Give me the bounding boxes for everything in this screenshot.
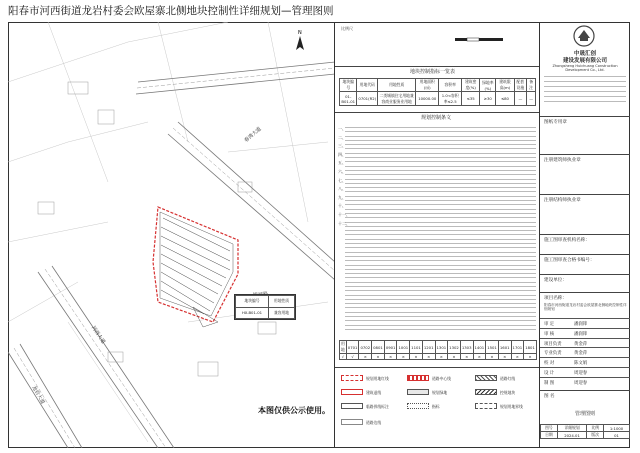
meta-cell: 2024.01: [557, 432, 587, 439]
seal-label: 图纸专用章: [544, 120, 567, 125]
signer-name: 黄金萍: [574, 351, 588, 357]
legend: [335, 367, 540, 448]
indicator-header: 容积率: [439, 79, 462, 92]
divider: [335, 66, 539, 67]
divider: [540, 234, 630, 235]
compat-cell: ×: [435, 354, 448, 360]
signature-row: [540, 328, 630, 338]
indicator-table: [339, 78, 536, 106]
meta-cell: 1:1000: [604, 425, 630, 432]
notes-title: 规划控制条文: [421, 115, 452, 121]
compat-header: 1302: [448, 341, 461, 354]
compat-cell: ×: [524, 354, 537, 360]
drawing-name-label: 图 名: [544, 394, 555, 399]
compat-cell: ×: [473, 354, 486, 360]
compat-header: 1801: [524, 341, 537, 354]
legend-swatch: [475, 389, 497, 395]
road-label-4: 龙岩大道: [30, 384, 46, 406]
title-block: [540, 22, 630, 448]
notes-numbers: [338, 125, 350, 228]
compatibility-table: [339, 340, 536, 360]
signer-name: 陈文娟: [574, 361, 588, 367]
meta-cell: 比例: [587, 425, 604, 432]
divider: [540, 292, 630, 293]
role-label: 校 对: [544, 361, 555, 367]
drawing-meta-table: [540, 424, 630, 439]
compat-cell: ×: [486, 354, 499, 360]
compat-header: 1001: [397, 341, 410, 354]
compat-header: 0901: [384, 341, 397, 354]
note-number: 五、: [338, 160, 346, 166]
legend-swatch: [475, 375, 497, 381]
legend-label: 规划绿地: [432, 390, 448, 395]
legend-label: 建筑退线: [366, 390, 382, 395]
legend-swatch: [407, 375, 429, 381]
compat-cell: ×: [511, 354, 524, 360]
compat-cell: ×: [384, 354, 397, 360]
site-callout-cell: 用地性质: [269, 296, 295, 308]
compat-cell: ×: [359, 354, 372, 360]
compat-cell: ×: [397, 354, 410, 360]
legend-label: 道路中心线: [432, 376, 451, 381]
indicator-cell: ≤35: [462, 92, 480, 106]
compat-header: 1601: [498, 341, 511, 354]
page-title: 阳春市河西街道龙岩村委会欧屋寨北侧地块控制性详细规划—管理图则: [8, 5, 334, 17]
note-number: 七、: [338, 177, 346, 183]
indicator-table-title: 地块控制指标一览表: [410, 69, 456, 75]
divider: [540, 194, 630, 195]
meta-cell: 详细规划: [557, 425, 587, 432]
indicator-cell: ≤80: [496, 92, 514, 106]
role-label: 专业负责: [544, 351, 562, 357]
compat-header: 1701: [511, 341, 524, 354]
note-number: 六、: [338, 168, 346, 174]
indicator-cell: ≥30: [480, 92, 496, 106]
legend-swatch: [341, 389, 363, 395]
signature-row: [540, 367, 630, 377]
compat-cell: ×: [422, 354, 435, 360]
role-label: 设 计: [544, 371, 555, 376]
site-boundary: [153, 207, 238, 322]
legend-swatch: [341, 419, 363, 425]
signer-name: 周迎春: [574, 371, 588, 376]
meta-cell: 图号: [541, 425, 558, 432]
site-callout-cell: 地块编号: [236, 296, 269, 308]
seal-label: 注册建筑师执业章: [544, 158, 581, 163]
project-label: 项目名称：: [544, 296, 567, 301]
indicator-cell: —: [514, 92, 527, 106]
divider: [540, 154, 630, 155]
indicator-header: 备注: [527, 79, 536, 92]
signature-row: [540, 357, 630, 367]
company-logo-icon: [570, 24, 598, 48]
divider: [540, 116, 630, 117]
compat-cell: ×: [410, 354, 423, 360]
note-number: 十、: [338, 203, 346, 209]
role-label: 制 图: [544, 380, 555, 386]
legend-label: 规划用地红线: [366, 376, 389, 381]
divider: [540, 390, 630, 391]
signer-name: 周迎春: [574, 380, 588, 386]
signature-row: [540, 338, 630, 348]
legend-swatch: [341, 403, 363, 409]
meta-cell: 版次: [587, 432, 604, 439]
legend-label: 临路界线标注: [366, 404, 389, 409]
meta-cell: 01: [604, 432, 630, 439]
compat-header: 1501: [486, 341, 499, 354]
legend-swatch: [475, 403, 497, 409]
indicator-header: 建筑密度(%): [462, 79, 480, 92]
review-cert-label: 施工图审查合格书编号：: [544, 258, 595, 263]
client-label: 建设单位：: [544, 278, 567, 283]
road-label-3: 河西大道: [89, 325, 107, 345]
indicator-cell: 1.0<容积率≤2.5: [439, 92, 462, 106]
indicator-cell: 10000.00: [416, 92, 439, 106]
indicator-header: 地块编号: [340, 79, 357, 92]
indicator-cell: 01-B01-01: [341, 93, 356, 104]
note-number: 十一、: [338, 211, 350, 217]
legend-label: 指标: [432, 404, 440, 409]
compat-header: 1401: [473, 341, 486, 354]
compat-header: 1301: [435, 341, 448, 354]
compat-header: 1303: [460, 341, 473, 354]
legend-swatch: [341, 375, 363, 381]
project-name: 阳春市河西街道龙岩村委会欧屋寨北侧地块控制性详细规划: [544, 303, 627, 312]
notes-body: [335, 125, 540, 331]
map-area: [8, 22, 335, 448]
indicator-cell: 0701(R2): [357, 92, 378, 106]
signer-name: 潘润锋: [574, 322, 588, 327]
role-label: 审 定: [544, 322, 555, 327]
legend-swatch: [407, 389, 429, 395]
drawing-name: 管理图则: [574, 411, 595, 417]
company-english-name: Zhongsheng Huichuang Construction Development Co., Ltd.: [552, 64, 618, 72]
indicator-header: 建筑限高(m): [496, 79, 514, 92]
indicator-header: 配套设施: [514, 79, 527, 92]
planning-map: [8, 22, 335, 448]
signature-row: [540, 347, 630, 357]
site-callout: [234, 294, 296, 320]
legend-label: 道路边线: [366, 420, 382, 425]
indicator-header: 用地代码: [357, 79, 378, 92]
signer-name: 黄金萍: [574, 341, 588, 347]
compat-header: 0801: [372, 341, 385, 354]
scale-label: 比例尺: [341, 26, 353, 31]
indicator-header: 用地面积(㎡): [416, 79, 439, 92]
north-arrow-icon: [296, 30, 304, 50]
compat-cell: √: [346, 354, 359, 360]
road-label-1: 春湾大道: [243, 126, 263, 144]
svg-text:N: N: [298, 30, 302, 36]
notice-text: 本图仅供公示使用。: [258, 406, 330, 415]
indicator-header: 绿地率(%): [480, 79, 496, 92]
note-number: 四、: [338, 151, 346, 157]
review-org-label: 施工图审查机构名称：: [544, 238, 590, 243]
compat-header: 1201: [422, 341, 435, 354]
note-number: 三、: [338, 143, 346, 149]
role-label: 审 核: [544, 331, 555, 337]
divider: [540, 274, 630, 275]
compat-header: 0702: [359, 341, 372, 354]
site-callout-cell: HX-B01-01: [236, 307, 269, 319]
company-name: 中晟汇创: [573, 51, 596, 57]
divider: [335, 112, 539, 113]
compat-cell: ×: [460, 354, 473, 360]
scale-bar: [453, 34, 513, 48]
legend-swatch: [407, 403, 429, 409]
indicator-cell: 二类城镇住宅用地兼容商业服务业用地: [379, 92, 414, 104]
compat-cell: ×: [448, 354, 461, 360]
compat-cell: ×: [372, 354, 385, 360]
legend-label: 规划用地界线: [500, 404, 523, 409]
indicator-header: 用地性质: [378, 79, 416, 92]
note-number: 九、: [338, 194, 346, 200]
role-label: 项目负责: [544, 341, 562, 347]
compat-header: 1101: [410, 341, 423, 354]
middle-column: [335, 22, 540, 448]
legend-label: 道路红线: [500, 376, 516, 381]
compat-header: 用地: [341, 341, 345, 352]
company-full-name: 建设发展有限公司: [562, 58, 607, 64]
compat-cell: √: [340, 354, 347, 360]
signer-name: 潘润锋: [574, 331, 588, 337]
compat-header: 0701: [346, 341, 359, 354]
divider: [540, 254, 630, 255]
indicator-cell: —: [527, 92, 536, 106]
signature-block: [540, 318, 630, 388]
site-callout-cell: 兼容用地: [269, 307, 295, 319]
note-number: 二、: [338, 134, 346, 140]
seal-label: 注册结构师执业章: [544, 198, 581, 203]
compat-cell: ×: [498, 354, 511, 360]
note-number: 一、: [338, 126, 346, 131]
signature-row: [540, 318, 630, 328]
note-number: 八、: [338, 186, 346, 192]
meta-cell: 日期: [541, 432, 558, 439]
company-notes: [540, 72, 630, 116]
note-number: 十二、: [338, 220, 350, 226]
signature-row: [540, 377, 630, 387]
legend-label: 控规地块: [500, 390, 516, 395]
